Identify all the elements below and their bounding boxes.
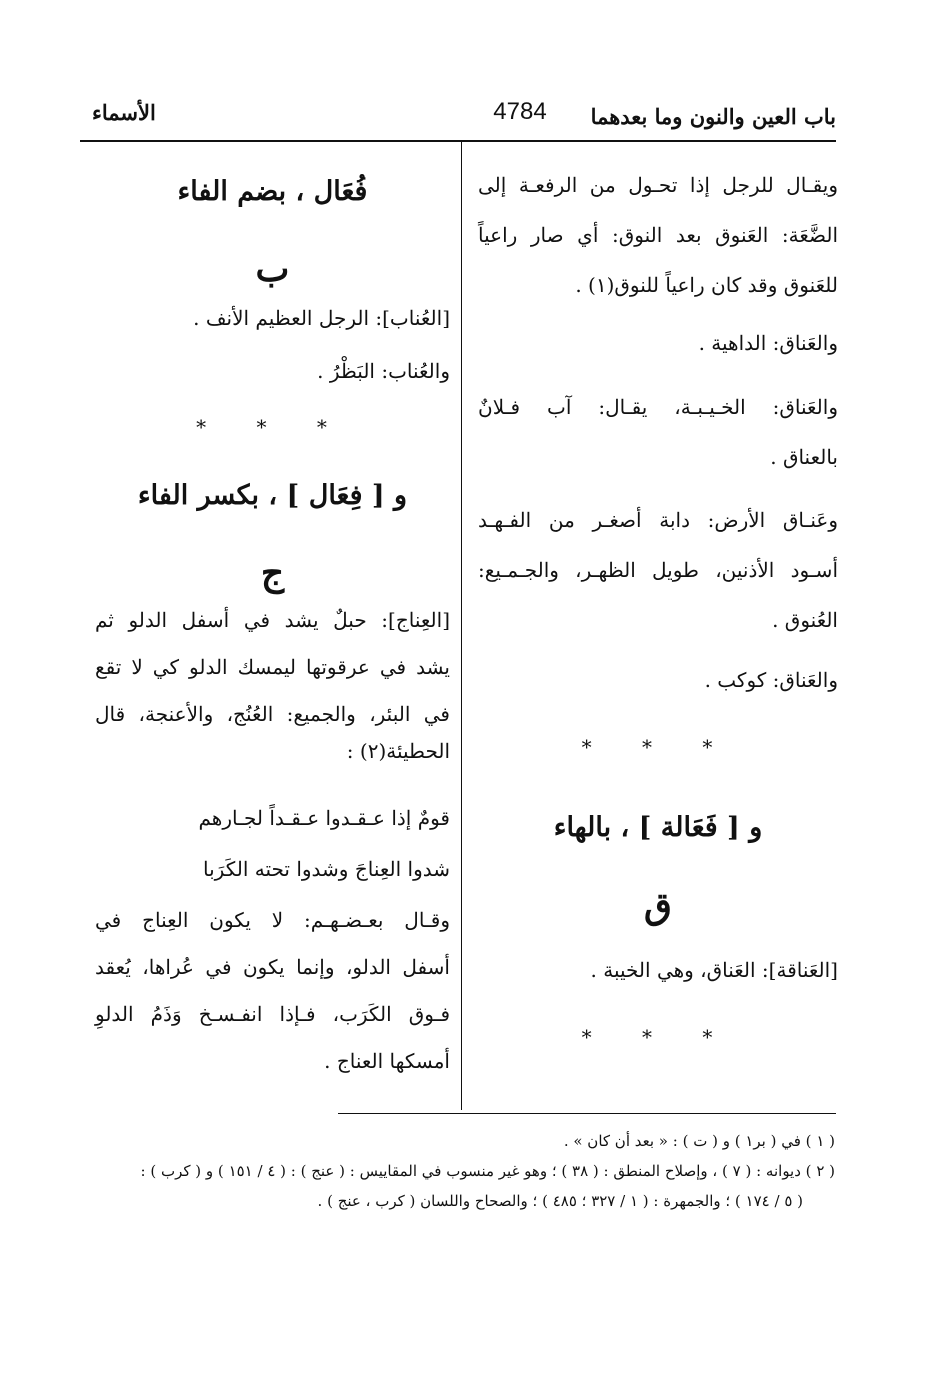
verse-line: شدوا العِناجَ وشدوا تحته الكَرَبا (203, 857, 450, 881)
text-line: [العُناب]: الرجل العظيم الأنف . (193, 306, 450, 330)
entry-anuq-after-nuq (478, 170, 838, 300)
footnote-2-continued: ( ٥ / ١٧٤ ) ؛ والجمهرة : ( ١ / ٣٢٧ ؛ ٤٨٥ ) ؛ والصحاح واللسان ( كرب ، عنج ) . (317, 1192, 803, 1210)
header-rule (80, 140, 836, 142)
text-line: وعَنـاق الأرض: دابة أصغـر من الفـهـد (478, 508, 838, 532)
text-line: [العَناقة]: العَناق، وهي الخيبة . (590, 958, 838, 982)
letter-heading: ق (644, 885, 672, 927)
text-line: والعَناق: كوكب . (704, 668, 838, 692)
chapter-title: باب العين والنون وما بعدهما (590, 104, 836, 129)
column-divider (461, 142, 462, 1110)
section-separator: * * * (196, 415, 349, 439)
text-line: للعَنوق وقد كان راعياً للنوق(١) . (575, 273, 838, 297)
text-line: أسـود الأذنين، طويل الظهـر، والجـمـيع: (478, 558, 838, 582)
letter-heading: ج (260, 552, 285, 594)
section-separator: * * * (581, 1025, 735, 1049)
text-line: أسفل الدلو، وإنما يكون في عُراها، يُعقد (95, 955, 450, 979)
entry-inaj (95, 605, 450, 766)
entry-anaq-khayba (478, 392, 838, 472)
page-number: 4784 (493, 98, 547, 125)
text-line: يشد في عرقوتها ليمسك الدلو كي لا تقع (95, 655, 450, 679)
text-line: أمسكها العناج . (324, 1049, 450, 1073)
entry-anaq-dahiya (478, 328, 838, 358)
text-line: والعَناق: الداهية . (698, 331, 838, 355)
verse (95, 803, 450, 884)
section-heading: و [ فِعَال ] ، بكسر الفاء (137, 480, 408, 511)
text-line: وقـال بعـضـهـم: لا يكون العِناج في (95, 908, 450, 932)
text-line: والعَناق: الخـيـبـة، يقـال: آب فـلانٌ (478, 395, 838, 419)
entry-anaqa (478, 955, 838, 985)
text-line: [العِناج]: حبلٌ يشد في أسفل الدلو ثم (95, 608, 450, 632)
section-name: الأسماء (92, 100, 156, 125)
entry-inaj-continued (95, 905, 450, 1076)
section-separator: * * * (581, 735, 735, 759)
running-header (80, 98, 836, 138)
text-line: الحطيئة(٢) : (346, 739, 450, 763)
section-heading: و [ فَعَالة ] ، بالهاء (553, 812, 763, 843)
text-line: بالعناق . (770, 445, 838, 469)
text-line: في البئر، والجميع: العُنُج، والأعنجة، قال (95, 702, 450, 726)
footnotes (95, 1126, 835, 1216)
text-line: فـوق الكَرَب، فـإذا انفـسـخ وَذَمُ الدلوِ (95, 1002, 450, 1026)
footnote-2: ( ٢ ) ديوانه : ( ٧ ) ، وإصلاح المنطق : ( ٣٨ ) ؛ وهو غير منسوب في المقاييس : ( عنج ) : ( ٤ / ١٥١ ) و ( كرب ) : (140, 1162, 835, 1180)
text-line: العُنوق . (772, 608, 838, 632)
entry-anaq-al-ard (478, 505, 838, 635)
letter-heading: ب (255, 248, 290, 290)
verse-line: قومٌ إذا عـقـدوا عـقـداً لجـارهم (198, 806, 450, 830)
section-heading: فُعَال ، بضم الفاء (177, 176, 368, 207)
text-line: ويقـال للرجل إذا تحـول من الرفعـة إلى (478, 173, 838, 197)
footnote-rule (338, 1113, 836, 1114)
text-line: والعُناب: البَظْرُ . (317, 359, 450, 383)
footnote-1: ( ١ ) في ( بر١ ) و ( ت ) : « بعد أن كان » . (563, 1132, 835, 1150)
entry-anaq-kawkab (478, 665, 838, 695)
entry-unab (95, 303, 450, 386)
text-line: الضَّعَة: العَنوق بعد النوق: أي صار راعياً (478, 223, 838, 247)
